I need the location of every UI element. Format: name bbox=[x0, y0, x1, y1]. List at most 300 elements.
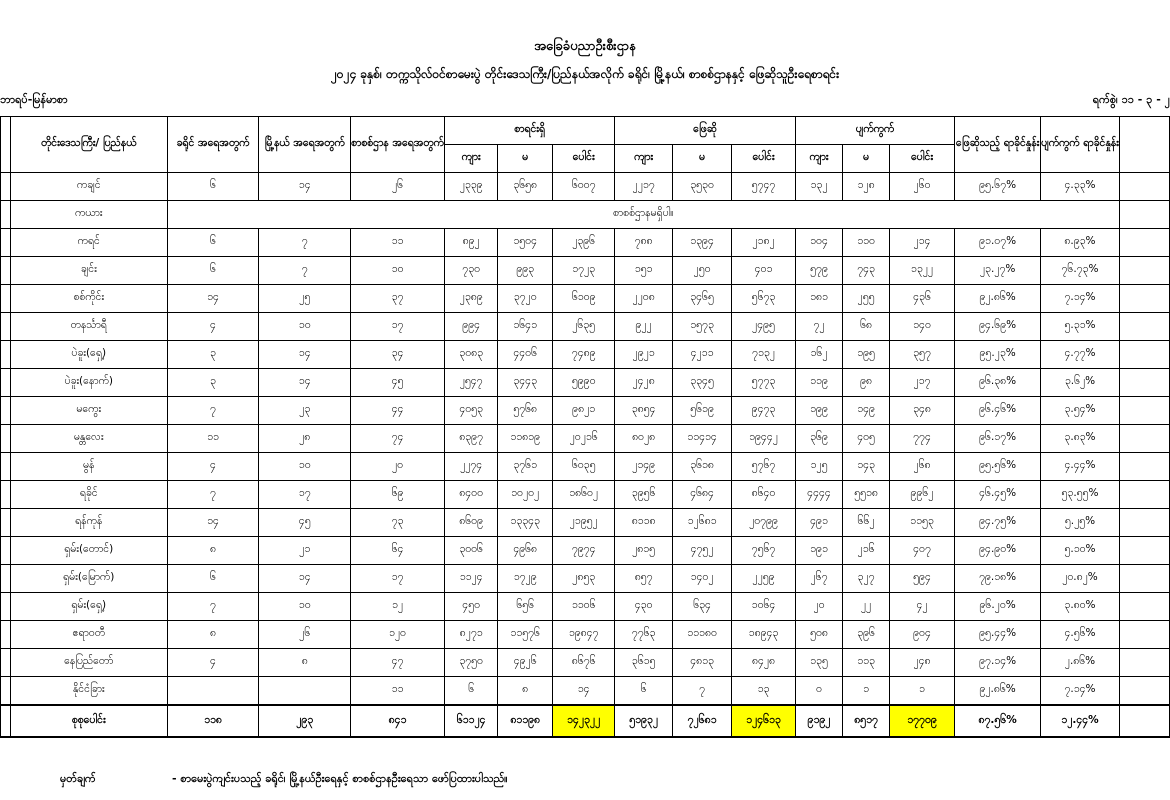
cell-centre: ၄၅ bbox=[351, 369, 445, 397]
cell-absent-pct: ၇.၁၄% bbox=[1041, 285, 1120, 313]
cell-absent-male: ၂၆၇ bbox=[795, 565, 843, 593]
cell-sat-female: ၄၈၁၃ bbox=[672, 649, 731, 677]
col-header-sat-pct: ဖြေဆိုသည့် ရာခိုင်နှုန်း bbox=[955, 117, 1041, 173]
cell-sat-total: ၈၄၂၈ bbox=[732, 649, 795, 677]
row-number-cell bbox=[1, 285, 11, 313]
edge-cell bbox=[1119, 425, 1169, 453]
col-header-district: ခရိုင် အရေအတွက် bbox=[167, 117, 259, 173]
cell-registered-female: ၉၉၃ bbox=[498, 257, 553, 285]
col-header-region: တိုင်းဒေသကြီး/ ပြည်နယ် bbox=[10, 117, 167, 173]
cell-absent-male: ၁၉၉ bbox=[795, 397, 843, 425]
edge-cell bbox=[1119, 453, 1169, 481]
cell-sat-pct: ၉၂.၈၆% bbox=[955, 285, 1041, 313]
cell-registered-female: ၄၉၆၈ bbox=[498, 537, 553, 565]
total-absent-total: ၁၇၇၀၉ bbox=[889, 705, 954, 737]
table-row bbox=[1, 229, 1170, 257]
cell-registered-total: ၂၀၂၁၆ bbox=[552, 425, 614, 453]
col-header-absent: ပျက်ကွက် bbox=[795, 117, 954, 145]
cell-sat-total: ၁၃ bbox=[732, 677, 795, 706]
cell-sat-pct: ၉၄.၉၀% bbox=[955, 537, 1041, 565]
table-row bbox=[1, 285, 1170, 313]
cell-absent-pct: ၄.၃၃% bbox=[1041, 173, 1120, 201]
cell-absent-male: ၇၂ bbox=[795, 313, 843, 341]
edge-cell bbox=[1119, 313, 1169, 341]
total-absent-pct: ၁၂.၄၄% bbox=[1041, 705, 1120, 737]
date-caption: ရက်စွဲ၊ ၁၁ - ၃ - ၂ bbox=[1092, 93, 1170, 106]
cell-absent-male: ၁၆၂ bbox=[795, 341, 843, 369]
cell-absent-total: ၂၆၀ bbox=[889, 173, 954, 201]
cell-sat-female: ၁၂၆၈၁ bbox=[672, 509, 731, 537]
footnote-label: မှတ်ချက် bbox=[60, 772, 96, 785]
cell-absent-female: ၆၈ bbox=[843, 313, 890, 341]
cell-region: မန္တလေး bbox=[10, 425, 167, 453]
cell-absent-pct: ၃.၈၀% bbox=[1041, 593, 1120, 621]
cell-district: ၇ bbox=[167, 593, 259, 621]
row-number-cell bbox=[1, 313, 11, 341]
cell-registered-total: ၆၀၀၇ bbox=[552, 173, 614, 201]
cell-township: ၂၈ bbox=[259, 425, 351, 453]
cell-absent-female: ၁၁၃ bbox=[843, 649, 890, 677]
col-header-township: မြို့နယ် အရေအတွက် bbox=[259, 117, 351, 173]
cell-sat-female: ၆၃၄ bbox=[672, 593, 731, 621]
col-header-registered: စာရင်းရှိ bbox=[444, 117, 615, 145]
cell-region: နိုင်ငံခြား bbox=[10, 677, 167, 706]
cell-absent-pct: ၄.၄၄% bbox=[1041, 453, 1120, 481]
cell-registered-female: ၃၇၆၁ bbox=[498, 453, 553, 481]
row-number-cell bbox=[1, 705, 11, 737]
cell-absent-female: ၁၄၉ bbox=[843, 397, 890, 425]
cell-registered-male: ၉၉၄ bbox=[444, 313, 498, 341]
row-number-cell bbox=[1, 509, 11, 537]
cell-absent-total: ၅၉၄ bbox=[889, 565, 954, 593]
row-number-cell bbox=[1, 453, 11, 481]
edge-cell bbox=[1119, 565, 1169, 593]
edge-cell bbox=[1119, 537, 1169, 565]
cell-district: ၁၄ bbox=[167, 285, 259, 313]
table-row bbox=[1, 257, 1170, 285]
cell-sat-pct: ၉၅.၂၃% bbox=[955, 341, 1041, 369]
cell-absent-male: ၅၀၈ bbox=[795, 621, 843, 649]
col-header-male: ကျား bbox=[795, 145, 843, 173]
cell-registered-female: ၁၃၃၄၃ bbox=[498, 509, 553, 537]
cell-region: တနင်္သာရီ bbox=[10, 313, 167, 341]
cell-registered-male: ၁၁၂၄ bbox=[444, 565, 498, 593]
cell-absent-total: ၁၃၂၂ bbox=[889, 257, 954, 285]
cell-township: ၇ bbox=[259, 257, 351, 285]
cell-registered-female: ၃၆၅၈ bbox=[498, 173, 553, 201]
cell-district: ၄ bbox=[167, 313, 259, 341]
cell-sat-pct: ၉၇.၁၄% bbox=[955, 649, 1041, 677]
cell-registered-total: ၈၆၇၆ bbox=[552, 649, 614, 677]
table-row bbox=[1, 649, 1170, 677]
total-row bbox=[1, 705, 1170, 737]
total-registered-total: ၁၄၂၃၂၂ bbox=[552, 705, 614, 737]
cell-sat-total: ၂၀၇၉၉ bbox=[732, 509, 795, 537]
cell-region: ကယား bbox=[10, 201, 167, 229]
cell-sat-male: ၁၅၁ bbox=[615, 257, 672, 285]
row-number-cell bbox=[1, 593, 11, 621]
cell-township: ၈ bbox=[259, 649, 351, 677]
cell-township: ၂၅ bbox=[259, 285, 351, 313]
edge-cell bbox=[1119, 341, 1169, 369]
cell-absent-total: ၉၀၄ bbox=[889, 621, 954, 649]
cell-sat-male: ၃၈၅၄ bbox=[615, 397, 672, 425]
cell-region: ရခိုင် bbox=[10, 481, 167, 509]
table-row bbox=[1, 621, 1170, 649]
col-header-total: ပေါင်း bbox=[732, 145, 795, 173]
cell-absent-male: ၁၉၁ bbox=[795, 537, 843, 565]
cell-absent-female: ၁၁၀ bbox=[843, 229, 890, 257]
cell-registered-male: ၆ bbox=[444, 677, 498, 706]
cell-absent-total: ၂၁၄ bbox=[889, 229, 954, 257]
cell-sat-pct: ၉၂.၈၆% bbox=[955, 677, 1041, 706]
cell-district: ၁၄ bbox=[167, 509, 259, 537]
cell-sat-pct: ၉၁.၀၇% bbox=[955, 229, 1041, 257]
cell-absent-pct: ၃.၆၂% bbox=[1041, 369, 1120, 397]
cell-township: ၁၄ bbox=[259, 565, 351, 593]
cell-absent-female: ၂၅၅ bbox=[843, 285, 890, 313]
table-row bbox=[1, 313, 1170, 341]
col-header-absent-pct: ပျက်ကွက် ရာခိုင်နှုန်း bbox=[1041, 117, 1120, 173]
cell-registered-female: ၅၇၆၈ bbox=[498, 397, 553, 425]
cell-centre: ၂၆ bbox=[351, 173, 445, 201]
cell-sat-total: ၁၀၆၄ bbox=[732, 593, 795, 621]
cell-registered-male: ၈၄၀၀ bbox=[444, 481, 498, 509]
row-number-header bbox=[1, 117, 11, 173]
cell-district: ၃ bbox=[167, 341, 259, 369]
subject-caption: ဘာရပ်-မြန်မာစာ bbox=[0, 93, 68, 106]
cell-registered-male: ၈၂၇၁ bbox=[444, 621, 498, 649]
cell-centre: ၂၀ bbox=[351, 453, 445, 481]
cell-absent-female: ၂၁၆ bbox=[843, 537, 890, 565]
cell-registered-female: ၆၅၆ bbox=[498, 593, 553, 621]
cell-township: ၁၀ bbox=[259, 453, 351, 481]
total-absent-male: ၉၁၉၂ bbox=[795, 705, 843, 737]
cell-registered-female: ၁၇၂၉ bbox=[498, 565, 553, 593]
cell-sat-female: ၃၆၁၈ bbox=[672, 453, 731, 481]
cell-absent-total: ၄၀၇ bbox=[889, 537, 954, 565]
cell-township: ၁၀ bbox=[259, 313, 351, 341]
cell-absent-total: ၁ bbox=[889, 677, 954, 706]
cell-registered-total: ၆၁၀၉ bbox=[552, 285, 614, 313]
row-number-cell bbox=[1, 537, 11, 565]
cell-absent-total: ၁၁၅၃ bbox=[889, 509, 954, 537]
row-number-cell bbox=[1, 565, 11, 593]
cell-region: ပဲခူး(နောက်) bbox=[10, 369, 167, 397]
cell-absent-female: ၁ bbox=[843, 677, 890, 706]
cell-centre: ၃၄ bbox=[351, 341, 445, 369]
cell-sat-pct: ၉၆.၂၀% bbox=[955, 593, 1041, 621]
cell-absent-total: ၄၃၆ bbox=[889, 285, 954, 313]
cell-registered-male: ၃၀၈၃ bbox=[444, 341, 498, 369]
table-row bbox=[1, 369, 1170, 397]
cell-absent-female: ၁၄၃ bbox=[843, 453, 890, 481]
cell-absent-male: ၂၀ bbox=[795, 593, 843, 621]
cell-township: ၇ bbox=[259, 229, 351, 257]
edge-cell bbox=[1119, 285, 1169, 313]
cell-registered-female: ၄၉၂၆ bbox=[498, 649, 553, 677]
cell-centre: ၁၁ bbox=[351, 677, 445, 706]
cell-absent-pct: ၇၆.၇၃% bbox=[1041, 257, 1120, 285]
results-table bbox=[0, 116, 1170, 738]
cell-registered-total: ၁၇၂၃ bbox=[552, 257, 614, 285]
cell-district: ၁၁ bbox=[167, 425, 259, 453]
row-number-cell bbox=[1, 341, 11, 369]
col-header-female: မ bbox=[498, 145, 553, 173]
cell-absent-pct: ၅.၂၅% bbox=[1041, 509, 1120, 537]
cell-sat-female: ၃၅၃၀ bbox=[672, 173, 731, 201]
cell-region: မကွေး bbox=[10, 397, 167, 425]
total-label: စုစုပေါင်း bbox=[10, 705, 167, 737]
cell-centre: ၇၄ bbox=[351, 425, 445, 453]
cell-centre: ၄၇ bbox=[351, 649, 445, 677]
table-row bbox=[1, 173, 1170, 201]
cell-region: ရန်ကုန် bbox=[10, 509, 167, 537]
col-header-total: ပေါင်း bbox=[552, 145, 614, 173]
cell-registered-male: ၂၂၇၄ bbox=[444, 453, 498, 481]
cell-absent-female: ၄၀၅ bbox=[843, 425, 890, 453]
cell-sat-pct: ၉၆.၄၆% bbox=[955, 397, 1041, 425]
cell-absent-female: ၂၂ bbox=[843, 593, 890, 621]
cell-township: ၁၄ bbox=[259, 369, 351, 397]
cell-sat-pct: ၉၅.၆၇% bbox=[955, 173, 1041, 201]
cell-township: ၁၇ bbox=[259, 481, 351, 509]
col-header-centre: စာစစ်ဌာန အရေအတွက် bbox=[351, 117, 445, 173]
cell-sat-male: ၈၀၂၈ bbox=[615, 425, 672, 453]
table-row bbox=[1, 509, 1170, 537]
cell-sat-female: ၁၄၀၂ bbox=[672, 565, 731, 593]
cell-district: ၇ bbox=[167, 481, 259, 509]
row-number-cell bbox=[1, 397, 11, 425]
cell-absent-pct: ၅.၁၀% bbox=[1041, 537, 1120, 565]
cell-region: စစ်ကိုင်း bbox=[10, 285, 167, 313]
cell-registered-female: ၁၅၀၄ bbox=[498, 229, 553, 257]
cell-absent-male: ၄၄၄၄ bbox=[795, 481, 843, 509]
cell-region: ဧရာဝတီ bbox=[10, 621, 167, 649]
cell-absent-female: ၁၉၅ bbox=[843, 341, 890, 369]
table-body bbox=[1, 173, 1170, 706]
cell-sat-male: ၈၅၇ bbox=[615, 565, 672, 593]
cell-region: ကချင် bbox=[10, 173, 167, 201]
cell-note: စာစစ်ဌာနမရှိပါ။ bbox=[167, 201, 1119, 229]
cell-absent-total: ၂၁၇ bbox=[889, 369, 954, 397]
cell-registered-female: ၁၆၄၁ bbox=[498, 313, 553, 341]
total-centre: ၈၄၁ bbox=[351, 705, 445, 737]
cell-sat-total: ၅၇၆၇ bbox=[732, 453, 795, 481]
edge-column bbox=[1119, 117, 1169, 173]
total-absent-female: ၈၅၁၇ bbox=[843, 705, 890, 737]
cell-sat-male: ၂၂၀၈ bbox=[615, 285, 672, 313]
cell-absent-male: ၀ bbox=[795, 677, 843, 706]
cell-sat-pct: ၉၅.၅၆% bbox=[955, 453, 1041, 481]
cell-registered-male: ၃၇၅၀ bbox=[444, 649, 498, 677]
table-row bbox=[1, 565, 1170, 593]
cell-region: ရှမ်း(ရှေ့) bbox=[10, 593, 167, 621]
cell-centre: ၁၀ bbox=[351, 257, 445, 285]
cell-absent-female: ၅၅၁၈ bbox=[843, 481, 890, 509]
cell-absent-pct: ၃.၈၃% bbox=[1041, 425, 1120, 453]
cell-registered-male: ၈၉၂ bbox=[444, 229, 498, 257]
cell-absent-pct: ၈.၉၃% bbox=[1041, 229, 1120, 257]
cell-district: ၆ bbox=[167, 257, 259, 285]
cell-absent-pct: ၂.၈၆% bbox=[1041, 649, 1120, 677]
cell-sat-female: ၇ bbox=[672, 677, 731, 706]
cell-absent-female: ၁၂၈ bbox=[843, 173, 890, 201]
cell-sat-male: ၂၄၂၈ bbox=[615, 369, 672, 397]
cell-region: ချင်း bbox=[10, 257, 167, 285]
cell-sat-total: ၂၁၈၂ bbox=[732, 229, 795, 257]
cell-region: နေပြည်တော် bbox=[10, 649, 167, 677]
cell-absent-pct: ၅.၃၁% bbox=[1041, 313, 1120, 341]
cell-district: ၆ bbox=[167, 229, 259, 257]
cell-absent-male: ၅၇၉ bbox=[795, 257, 843, 285]
cell-absent-male: ၁၂၅ bbox=[795, 453, 843, 481]
row-number-cell bbox=[1, 481, 11, 509]
cell-absent-female: ၉၈ bbox=[843, 369, 890, 397]
cell-township: ၁၄ bbox=[259, 173, 351, 201]
cell-sat-male: ၄၃၀ bbox=[615, 593, 672, 621]
cell-district: ၃ bbox=[167, 369, 259, 397]
cell-registered-total: ၇၄၈၉ bbox=[552, 341, 614, 369]
cell-centre: ၄၄ bbox=[351, 397, 445, 425]
edge-cell bbox=[1119, 621, 1169, 649]
cell-absent-pct: ၄.၇၇% bbox=[1041, 341, 1120, 369]
row-number-cell bbox=[1, 173, 11, 201]
cell-region: ကရင် bbox=[10, 229, 167, 257]
cell-sat-female: ၂၅၀ bbox=[672, 257, 731, 285]
cell-absent-male: ၁၃၅ bbox=[795, 649, 843, 677]
table-row bbox=[1, 593, 1170, 621]
cell-registered-female: ၁၀၂၀၂ bbox=[498, 481, 553, 509]
total-sat-male: ၅၁၉၃၂ bbox=[615, 705, 672, 737]
cell-sat-male: ၃၆၁၅ bbox=[615, 649, 672, 677]
col-header-sat: ဖြေဆို bbox=[615, 117, 795, 145]
cell-district: ၄ bbox=[167, 453, 259, 481]
cell-sat-female: ၃၃၄၅ bbox=[672, 369, 731, 397]
cell-absent-pct: ၅၃.၅၅% bbox=[1041, 481, 1120, 509]
total-sat-total: ၁၂၄၆၁၃ bbox=[732, 705, 795, 737]
cell-registered-male: ၂၅၄၇ bbox=[444, 369, 498, 397]
cell-sat-total: ၅၇၄၇ bbox=[732, 173, 795, 201]
cell-sat-male: ၆ bbox=[615, 677, 672, 706]
cell-absent-female: ၃၂၇ bbox=[843, 565, 890, 593]
cell-sat-male: ၃၉၅၆ bbox=[615, 481, 672, 509]
cell-sat-total: ၇၁၃၂ bbox=[732, 341, 795, 369]
cell-sat-pct: ၉၄.၇၅% bbox=[955, 509, 1041, 537]
edge-cell bbox=[1119, 201, 1169, 229]
cell-absent-pct: ၇.၁၄% bbox=[1041, 677, 1120, 706]
edge-cell bbox=[1119, 481, 1169, 509]
table-row bbox=[1, 341, 1170, 369]
cell-sat-total: ၉၄၇၃ bbox=[732, 397, 795, 425]
cell-registered-female: ၃၄၄၃ bbox=[498, 369, 553, 397]
cell-sat-male: ၂၂၁၇ bbox=[615, 173, 672, 201]
total-district: ၁၁၈ bbox=[167, 705, 259, 737]
edge-cell bbox=[1119, 677, 1169, 706]
edge-cell bbox=[1119, 509, 1169, 537]
table-row bbox=[1, 453, 1170, 481]
cell-sat-female: ၄၇၅၂ bbox=[672, 537, 731, 565]
cell-absent-female: ၆၆၂ bbox=[843, 509, 890, 537]
col-header-total: ပေါင်း bbox=[889, 145, 954, 173]
cell-centre: ၁၂ bbox=[351, 593, 445, 621]
cell-district: ၈ bbox=[167, 537, 259, 565]
cell-township bbox=[259, 677, 351, 706]
footnote-text: - စာမေးပွဲကျင်းပသည့် ခရိုင်၊ မြို့နယ်ဦးရေနှင့် စာစစ်ဌာနဦးရေသာ ဖော်ပြထားပါသည်။ bbox=[172, 772, 508, 785]
table-row bbox=[1, 537, 1170, 565]
cell-registered-total: ၆၀၃၅ bbox=[552, 453, 614, 481]
cell-registered-male: ၇၃၀ bbox=[444, 257, 498, 285]
col-header-female: မ bbox=[672, 145, 731, 173]
cell-sat-female: ၅၆၁၉ bbox=[672, 397, 731, 425]
total-sat-pct: ၈၇.၅၆% bbox=[955, 705, 1041, 737]
cell-sat-total: ၁၈၉၄၃ bbox=[732, 621, 795, 649]
page-subtitle: ၂၀၂၄ ခုနှစ်၊ တက္ကသိုလ်ဝင်စာမေးပွဲ တိုင်းဒေသကြီး/ပြည်နယ်အလိုက် ခရိုင်၊ မြို့နယ်၊ စာစစ်ဌာနနှင့် ဖြေဆိုသူဦးရေစာရင်း bbox=[330, 67, 840, 81]
cell-registered-total: ၁၉၈၄၇ bbox=[552, 621, 614, 649]
table-row bbox=[1, 397, 1170, 425]
table-row bbox=[1, 481, 1170, 509]
cell-sat-total: ၂၄၉၅ bbox=[732, 313, 795, 341]
cell-absent-total: ၃၅၇ bbox=[889, 341, 954, 369]
cell-sat-total: ၈၆၄၀ bbox=[732, 481, 795, 509]
cell-sat-total: ၇၅၆၇ bbox=[732, 537, 795, 565]
cell-registered-total: ၂၁၉၅၂ bbox=[552, 509, 614, 537]
cell-sat-female: ၁၅၇၃ bbox=[672, 313, 731, 341]
cell-district: ၆ bbox=[167, 173, 259, 201]
cell-centre: ၁၇ bbox=[351, 565, 445, 593]
table-row bbox=[1, 425, 1170, 453]
cell-district: ၆ bbox=[167, 565, 259, 593]
cell-district: ၈ bbox=[167, 621, 259, 649]
cell-absent-total: ၉၉၆၂ bbox=[889, 481, 954, 509]
cell-sat-pct: ၄၆.၄၅% bbox=[955, 481, 1041, 509]
row-number-cell bbox=[1, 369, 11, 397]
row-number-cell bbox=[1, 649, 11, 677]
cell-registered-female: ၁၁၅၇၆ bbox=[498, 621, 553, 649]
cell-centre: ၆၄ bbox=[351, 537, 445, 565]
cell-absent-female: ၇၄၃ bbox=[843, 257, 890, 285]
cell-registered-total: ၁၄ bbox=[552, 677, 614, 706]
cell-absent-total: ၂၆၈ bbox=[889, 453, 954, 481]
col-header-female: မ bbox=[843, 145, 890, 173]
cell-sat-female: ၁၃၉၄ bbox=[672, 229, 731, 257]
cell-absent-female: ၃၉၆ bbox=[843, 621, 890, 649]
cell-registered-female: ၁၁၈၁၉ bbox=[498, 425, 553, 453]
cell-registered-male: ၈၃၉၇ bbox=[444, 425, 498, 453]
row-number-cell bbox=[1, 201, 11, 229]
cell-centre: ၇၃ bbox=[351, 509, 445, 537]
cell-centre: ၁၇ bbox=[351, 313, 445, 341]
edge-cell bbox=[1119, 257, 1169, 285]
cell-township: ၁၀ bbox=[259, 593, 351, 621]
cell-sat-male: ၂၈၁၅ bbox=[615, 537, 672, 565]
total-registered-female: ၈၁၁၉၈ bbox=[498, 705, 553, 737]
cell-centre: ၆၉ bbox=[351, 481, 445, 509]
cell-sat-female: ၁၁၄၁၄ bbox=[672, 425, 731, 453]
cell-absent-total: ၃၄၈ bbox=[889, 397, 954, 425]
page-title: အခြေခံပညာဦးစီးဌာန bbox=[534, 39, 636, 54]
cell-registered-male: ၂၃၃၉ bbox=[444, 173, 498, 201]
cell-sat-male: ၈၁၁၈ bbox=[615, 509, 672, 537]
cell-registered-total: ၁၁၀၆ bbox=[552, 593, 614, 621]
cell-centre: ၁၂၀ bbox=[351, 621, 445, 649]
cell-sat-total: ၅၆၇၃ bbox=[732, 285, 795, 313]
cell-region: ရှမ်း(မြောက်) bbox=[10, 565, 167, 593]
table-row bbox=[1, 201, 1170, 229]
col-header-male: ကျား bbox=[444, 145, 498, 173]
cell-sat-female: ၄၆၈၄ bbox=[672, 481, 731, 509]
cell-sat-pct: ၉၆.၃၈% bbox=[955, 369, 1041, 397]
